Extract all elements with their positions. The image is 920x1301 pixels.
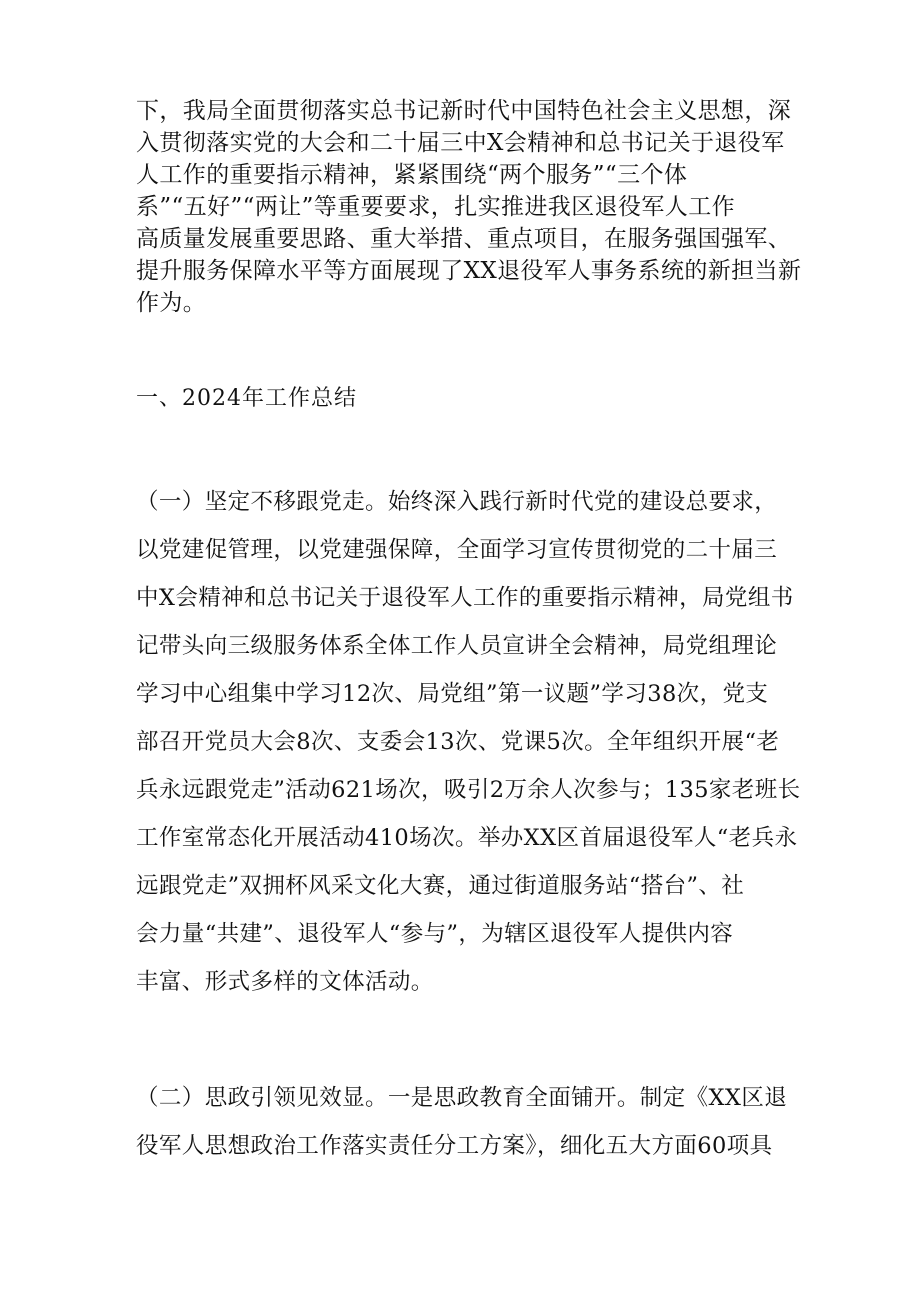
section2-line: （二）思政引领见效显。一是思政教育全面铺开。制定《XX区退 (136, 1085, 788, 1111)
section1-line: （一）坚定不移跟党走。始终深入践行新时代党的建设总要求， (136, 489, 778, 515)
section1-line: 记带头向三级服务体系全体工作人员宣讲全会精神，局党组理论 (136, 633, 778, 659)
section1-line: 学习中心组集中学习12次、局党组”第一议题”学习38次，党支 (136, 681, 769, 707)
section-heading: 一、2024年工作总结 (136, 386, 357, 411)
section1-line: 远跟党走”双拥杯风采文化大赛，通过街道服务站“搭台”、社 (136, 873, 745, 899)
intro-line: 提升服务保障水平等方面展现了XX退役军人事务系统的新担当新 (136, 258, 802, 284)
section1-line: 会力量“共建”、退役军人“参与”，为辖区退役军人提供内容 (136, 921, 734, 947)
intro-line: 下，我局全面贯彻落实总书记新时代中国特色社会主义思想，深 (136, 98, 792, 124)
intro-line: 人工作的重要指示精神，紧紧围绕“两个服务”“三个体 (136, 162, 688, 188)
section1-line: 丰富、形式多样的文体活动。 (136, 969, 434, 995)
section2-line: 役军人思想政治工作落实责任分工方案》，细化五大方面60项具 (136, 1133, 773, 1159)
intro-line: 作为。 (136, 290, 207, 316)
section1-line: 工作室常态化开展活动410场次。举办XX区首届退役军人“老兵永 (136, 825, 798, 851)
section1-line: 兵永远跟党走”活动621场次，吸引2万余人次参与；135家老班长 (136, 777, 801, 803)
intro-line: 入贯彻落实党的大会和二十届三中X会精神和总书记关于退役军 (136, 130, 785, 156)
section1-line: 以党建促管理，以党建强保障，全面学习宣传贯彻党的二十届三 (136, 537, 778, 563)
intro-line: 系”“五好”“两让”等重要要求，扎实推进我区退役军人工作 (136, 194, 735, 220)
section1-line: 中X会精神和总书记关于退役军人工作的重要指示精神，局党组书 (136, 585, 794, 611)
section1-line: 部召开党员大会8次、支委会13次、党课5次。全年组织开展“老 (136, 729, 780, 755)
intro-line: 高质量发展重要思路、重大举措、重点项目，在服务强国强军、 (136, 226, 792, 252)
